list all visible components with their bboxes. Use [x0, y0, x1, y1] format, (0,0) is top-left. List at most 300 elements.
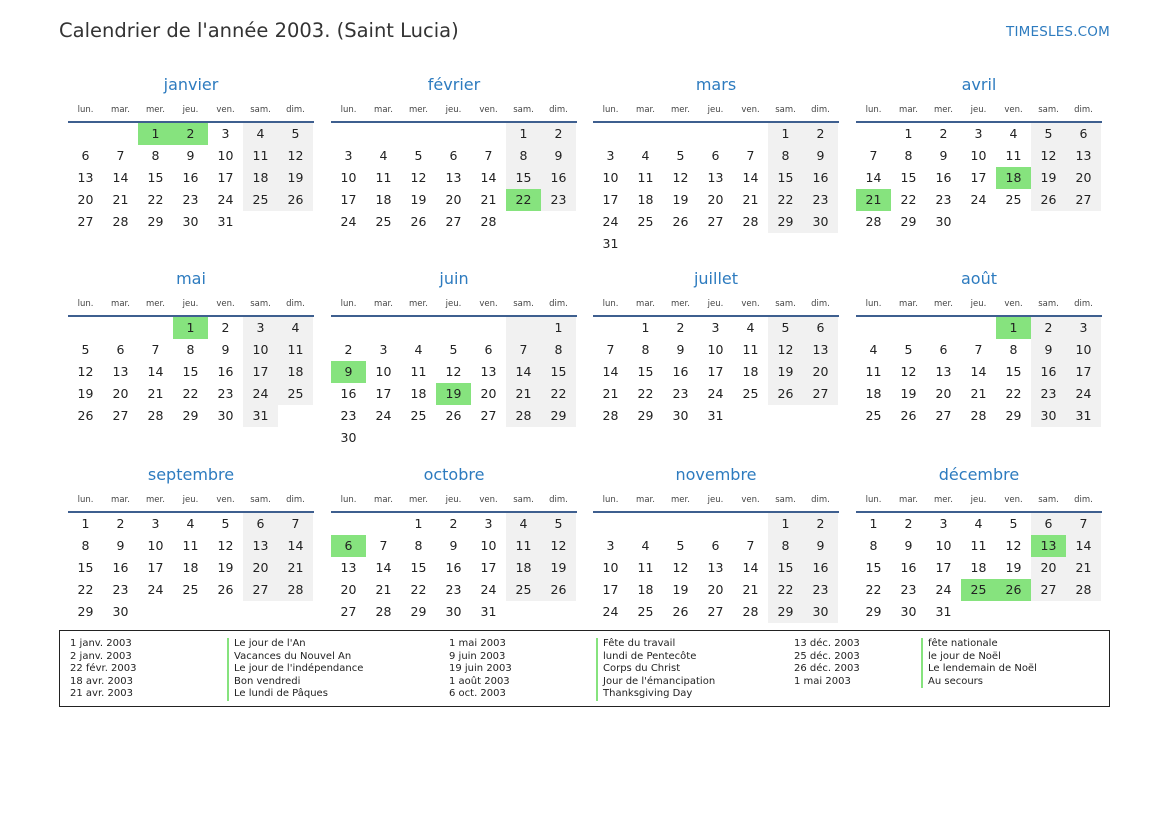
day-cell: 23 [340, 408, 357, 423]
day-cell: 4 [278, 317, 313, 339]
legend-date: 1 janv. 2003 [70, 638, 132, 649]
day-cell: 24 [340, 214, 357, 229]
day-cell: 27 [1031, 579, 1066, 601]
month-name: juillet [693, 269, 739, 288]
month-name: avril [961, 75, 997, 94]
day-cell: 27 [935, 408, 952, 423]
day-cell: 26 [541, 579, 576, 601]
weekday-label: ven. [479, 299, 498, 309]
legend-holiday-name: Bon vendredi [234, 675, 301, 687]
legend-date: 6 oct. 2003 [449, 688, 506, 699]
day-cell: 16 [1031, 361, 1066, 383]
holiday-day-cell: 18 [996, 167, 1031, 189]
day-cell: 10 [1066, 339, 1101, 361]
legend-dates-column [70, 638, 137, 701]
empty-day-cell [366, 513, 401, 535]
legend-holiday-name: fête nationale [928, 638, 998, 649]
empty-day-cell [471, 317, 506, 339]
legend-dates-column [794, 638, 860, 688]
weekday-label: dim. [549, 299, 568, 309]
day-cell: 8 [904, 148, 913, 163]
month-name: mai [176, 269, 206, 288]
day-cell: 7 [506, 339, 541, 361]
empty-day-cell [926, 317, 961, 339]
day-cell: 12 [900, 364, 917, 379]
day-cell: 29 [1005, 408, 1022, 423]
day-cell: 29 [768, 211, 803, 233]
day-cell: 28 [742, 214, 759, 229]
day-cell: 27 [707, 214, 724, 229]
day-cell: 17 [480, 560, 497, 575]
day-cell: 25 [637, 214, 654, 229]
day-cell: 1 [81, 516, 90, 531]
month-name: décembre [938, 465, 1020, 484]
day-cell: 1 [768, 513, 803, 535]
day-cell: 20 [803, 361, 838, 383]
day-cell: 8 [414, 538, 423, 553]
legend-holiday-name: Corps du Christ [603, 663, 681, 674]
day-cell: 19 [672, 582, 689, 597]
month-name: novembre [675, 465, 757, 484]
day-cell: 21 [970, 386, 987, 401]
weekday-label: dim. [811, 105, 830, 115]
holiday-legend [59, 630, 1110, 707]
day-cell: 25 [410, 408, 427, 423]
day-cell: 20 [480, 386, 497, 401]
day-cell: 11 [742, 342, 759, 357]
day-cell: 12 [541, 535, 576, 557]
day-cell: 14 [970, 364, 987, 379]
day-cell: 8 [186, 342, 195, 357]
empty-day-cell [891, 317, 926, 339]
day-cell: 15 [1005, 364, 1022, 379]
weekday-label: ven. [479, 105, 498, 115]
day-cell: 7 [116, 148, 125, 163]
day-cell: 12 [1005, 538, 1022, 553]
day-cell: 24 [935, 582, 952, 597]
weekday-label: ven. [1004, 495, 1023, 505]
holiday-day-cell: 1 [138, 123, 173, 145]
weekday-label: jeu. [970, 495, 987, 505]
weekday-header [331, 494, 577, 506]
day-cell: 14 [1066, 535, 1101, 557]
day-cell: 10 [970, 148, 987, 163]
weekday-header [593, 104, 839, 116]
day-cell: 30 [182, 214, 199, 229]
holiday-day-cell: 19 [436, 383, 471, 405]
weekday-label: mar. [899, 105, 918, 115]
month-calendar [856, 465, 1102, 623]
day-cell: 6 [1066, 123, 1101, 145]
day-cell: 8 [81, 538, 90, 553]
day-cell: 29 [541, 405, 576, 427]
legend-holiday-name: Le jour de l'An [234, 638, 306, 649]
day-cell: 29 [147, 214, 164, 229]
day-cell: 3 [243, 317, 278, 339]
day-cell: 11 [637, 170, 654, 185]
legend-holiday-name: Le jour de l'indépendance [234, 663, 364, 674]
weekday-label: ven. [216, 495, 235, 505]
weekday-label: dim. [549, 495, 568, 505]
month-calendar [68, 269, 314, 427]
legend-date: 13 déc. 2003 [794, 638, 860, 649]
day-cell: 7 [869, 148, 878, 163]
empty-day-cell [856, 317, 891, 339]
day-cell: 30 [1031, 405, 1066, 427]
day-cell: 22 [182, 386, 199, 401]
day-cell: 20 [77, 192, 94, 207]
holiday-day-cell: 9 [331, 361, 366, 383]
weekday-header [331, 298, 577, 310]
legend-names-column [596, 638, 715, 701]
legend-date: 18 avr. 2003 [70, 675, 133, 687]
day-grid [593, 317, 839, 427]
weekday-label: dim. [811, 299, 830, 309]
day-cell: 4 [746, 320, 755, 335]
empty-day-cell [628, 513, 663, 535]
day-cell: 10 [602, 560, 619, 575]
day-cell: 12 [1031, 145, 1066, 167]
day-cell: 30 [340, 430, 357, 445]
day-cell: 22 [865, 582, 882, 597]
weekday-label: mar. [374, 105, 393, 115]
day-cell: 21 [742, 192, 759, 207]
weekday-label: dim. [1074, 299, 1093, 309]
day-cell: 17 [217, 170, 234, 185]
weekday-label: lun. [602, 299, 619, 309]
day-cell: 23 [900, 582, 917, 597]
day-cell: 12 [217, 538, 234, 553]
day-cell: 10 [707, 342, 724, 357]
day-cell: 26 [768, 383, 803, 405]
weekday-label: ven. [1004, 105, 1023, 115]
weekday-label: lun. [602, 105, 619, 115]
weekday-label: mer. [671, 495, 690, 505]
day-cell: 2 [676, 320, 685, 335]
day-cell: 23 [182, 192, 199, 207]
month-name: août [960, 269, 997, 288]
day-cell: 5 [1031, 123, 1066, 145]
day-cell: 4 [379, 148, 388, 163]
weekday-label: mar. [899, 495, 918, 505]
day-cell: 30 [112, 604, 129, 619]
weekday-label: sam. [250, 495, 271, 505]
day-cell: 12 [278, 145, 313, 167]
day-cell: 21 [147, 386, 164, 401]
day-cell: 2 [803, 123, 838, 145]
day-cell: 11 [375, 170, 392, 185]
day-cell: 29 [182, 408, 199, 423]
day-cell: 7 [278, 513, 313, 535]
weekday-label: lun. [77, 495, 94, 505]
empty-day-cell [68, 317, 103, 339]
day-cell: 25 [243, 189, 278, 211]
weekday-label: jeu. [707, 495, 724, 505]
month-name: février [427, 75, 481, 94]
day-cell: 24 [602, 604, 619, 619]
day-cell: 9 [449, 538, 458, 553]
day-cell: 4 [641, 148, 650, 163]
holiday-day-cell: 13 [1031, 535, 1066, 557]
day-cell: 2 [449, 516, 458, 531]
day-cell: 8 [1009, 342, 1018, 357]
day-cell: 13 [1066, 145, 1101, 167]
brand-link[interactable]: TIMESLES.COM [1006, 24, 1110, 40]
day-cell: 10 [243, 339, 278, 361]
weekday-label: mer. [146, 495, 165, 505]
day-cell: 3 [484, 516, 493, 531]
weekday-label: mer. [934, 495, 953, 505]
day-cell: 9 [803, 145, 838, 167]
day-cell: 9 [221, 342, 230, 357]
legend-holiday-name: Vacances du Nouvel An [234, 650, 352, 662]
day-cell: 9 [186, 148, 195, 163]
day-cell: 14 [506, 361, 541, 383]
day-cell: 18 [865, 386, 882, 401]
day-cell: 23 [803, 579, 838, 601]
day-cell: 5 [81, 342, 90, 357]
day-cell: 24 [480, 582, 497, 597]
day-cell: 3 [606, 148, 615, 163]
day-cell: 12 [77, 364, 94, 379]
weekday-label: jeu. [707, 299, 724, 309]
day-cell: 22 [147, 192, 164, 207]
day-cell: 29 [77, 604, 94, 619]
weekday-label: sam. [250, 105, 271, 115]
day-cell: 8 [541, 339, 576, 361]
weekday-label: ven. [216, 105, 235, 115]
weekday-label: sam. [1038, 495, 1059, 505]
day-cell: 16 [803, 167, 838, 189]
day-cell: 3 [711, 320, 720, 335]
empty-day-cell [401, 123, 436, 145]
day-cell: 16 [445, 560, 462, 575]
day-cell: 31 [602, 236, 619, 251]
day-cell: 11 [637, 560, 654, 575]
empty-day-cell [506, 317, 541, 339]
day-cell: 13 [340, 560, 357, 575]
day-cell: 22 [77, 582, 94, 597]
empty-day-cell [366, 123, 401, 145]
weekday-label: jeu. [445, 299, 462, 309]
weekday-label: jeu. [182, 105, 199, 115]
weekday-label: mar. [636, 495, 655, 505]
month-calendar [593, 75, 839, 255]
legend-names-column [227, 638, 363, 701]
day-cell: 21 [506, 383, 541, 405]
day-cell: 25 [506, 579, 541, 601]
day-cell: 16 [340, 386, 357, 401]
weekday-label: lun. [77, 105, 94, 115]
month-calendar [856, 75, 1102, 233]
day-cell: 26 [77, 408, 94, 423]
day-cell: 14 [112, 170, 129, 185]
month-calendar [593, 465, 839, 623]
day-cell: 5 [1009, 516, 1018, 531]
day-cell: 1 [768, 123, 803, 145]
day-cell: 30 [900, 604, 917, 619]
day-cell: 24 [1066, 383, 1101, 405]
day-cell: 7 [746, 148, 755, 163]
day-cell: 27 [340, 604, 357, 619]
day-cell: 3 [151, 516, 160, 531]
weekday-label: mer. [409, 299, 428, 309]
day-cell: 26 [900, 408, 917, 423]
weekday-label: sam. [513, 299, 534, 309]
weekday-label: sam. [250, 299, 271, 309]
day-cell: 7 [151, 342, 160, 357]
month-name: septembre [147, 465, 235, 484]
legend-date: 1 mai 2003 [794, 675, 851, 687]
day-cell: 8 [151, 148, 160, 163]
weekday-label: ven. [741, 299, 760, 309]
day-cell: 19 [541, 557, 576, 579]
day-grid [593, 123, 839, 255]
day-grid [856, 123, 1102, 233]
day-cell: 24 [602, 214, 619, 229]
empty-day-cell [698, 123, 733, 145]
day-cell: 5 [278, 123, 313, 145]
day-cell: 5 [904, 342, 913, 357]
day-cell: 17 [935, 560, 952, 575]
day-cell: 10 [480, 538, 497, 553]
day-cell: 18 [742, 364, 759, 379]
weekday-label: mer. [671, 105, 690, 115]
day-cell: 31 [935, 604, 952, 619]
legend-holiday-name: Le lundi de Pâques [234, 688, 328, 699]
weekday-label: ven. [1004, 299, 1023, 309]
day-cell: 23 [445, 582, 462, 597]
weekday-header [331, 104, 577, 116]
day-cell: 10 [375, 364, 392, 379]
month-calendar [856, 269, 1102, 427]
day-cell: 2 [344, 342, 353, 357]
day-grid [331, 123, 577, 233]
day-cell: 5 [676, 538, 685, 553]
day-cell: 17 [707, 364, 724, 379]
day-cell: 31 [217, 214, 234, 229]
day-cell: 21 [602, 386, 619, 401]
page-title: Calendrier de l'année 2003. (Saint Lucia) [59, 19, 459, 42]
day-cell: 11 [970, 538, 987, 553]
empty-day-cell [103, 317, 138, 339]
day-cell: 1 [506, 123, 541, 145]
holiday-day-cell: 26 [996, 579, 1031, 601]
weekday-label: mar. [636, 299, 655, 309]
day-cell: 26 [410, 214, 427, 229]
empty-day-cell [733, 123, 768, 145]
day-cell: 25 [375, 214, 392, 229]
day-cell: 28 [112, 214, 129, 229]
day-cell: 11 [506, 535, 541, 557]
day-cell: 13 [243, 535, 278, 557]
weekday-header [856, 494, 1102, 506]
day-grid [68, 123, 314, 233]
weekday-label: lun. [602, 495, 619, 505]
legend-date: 19 juin 2003 [449, 663, 512, 674]
day-cell: 10 [340, 170, 357, 185]
day-cell: 30 [217, 408, 234, 423]
day-cell: 2 [904, 516, 913, 531]
day-cell: 24 [375, 408, 392, 423]
day-cell: 15 [147, 170, 164, 185]
day-cell: 6 [243, 513, 278, 535]
day-cell: 14 [147, 364, 164, 379]
day-cell: 25 [742, 386, 759, 401]
day-cell: 10 [217, 148, 234, 163]
day-cell: 9 [541, 145, 576, 167]
legend-dates-column [449, 638, 512, 701]
day-cell: 6 [484, 342, 493, 357]
day-cell: 8 [768, 145, 803, 167]
day-cell: 6 [1031, 513, 1066, 535]
day-cell: 20 [1066, 167, 1101, 189]
weekday-label: dim. [811, 495, 830, 505]
weekday-label: sam. [775, 495, 796, 505]
day-cell: 9 [904, 538, 913, 553]
day-cell: 23 [1031, 383, 1066, 405]
day-cell: 15 [768, 167, 803, 189]
weekday-label: dim. [549, 105, 568, 115]
day-cell: 29 [410, 604, 427, 619]
day-cell: 17 [970, 170, 987, 185]
month-name: janvier [163, 75, 219, 94]
day-cell: 4 [1009, 126, 1018, 141]
day-cell: 3 [344, 148, 353, 163]
day-cell: 30 [935, 214, 952, 229]
holiday-day-cell: 2 [173, 123, 208, 145]
day-cell: 22 [541, 383, 576, 405]
weekday-label: jeu. [182, 299, 199, 309]
day-cell: 2 [221, 320, 230, 335]
day-cell: 9 [1031, 339, 1066, 361]
weekday-label: mar. [899, 299, 918, 309]
day-cell: 17 [340, 192, 357, 207]
weekday-label: sam. [775, 105, 796, 115]
day-cell: 20 [112, 386, 129, 401]
day-cell: 14 [480, 170, 497, 185]
day-cell: 24 [147, 582, 164, 597]
weekday-label: jeu. [707, 105, 724, 115]
day-cell: 4 [974, 516, 983, 531]
day-cell: 15 [541, 361, 576, 383]
weekday-label: mer. [409, 105, 428, 115]
weekday-label: jeu. [182, 495, 199, 505]
holiday-day-cell: 1 [173, 317, 208, 339]
day-cell: 21 [480, 192, 497, 207]
day-cell: 26 [672, 604, 689, 619]
day-cell: 7 [974, 342, 983, 357]
weekday-header [593, 298, 839, 310]
weekday-label: lun. [340, 495, 357, 505]
day-cell: 6 [116, 342, 125, 357]
empty-day-cell [68, 123, 103, 145]
weekday-label: lun. [865, 105, 882, 115]
day-cell: 11 [182, 538, 199, 553]
month-calendar [68, 465, 314, 623]
empty-day-cell [733, 513, 768, 535]
weekday-label: mar. [111, 105, 130, 115]
day-cell: 19 [900, 386, 917, 401]
day-cell: 13 [707, 170, 724, 185]
empty-day-cell [436, 317, 471, 339]
empty-day-cell [401, 317, 436, 339]
day-cell: 19 [1005, 560, 1022, 575]
day-cell: 10 [147, 538, 164, 553]
weekday-label: mar. [374, 495, 393, 505]
day-cell: 24 [707, 386, 724, 401]
day-grid [68, 317, 314, 427]
